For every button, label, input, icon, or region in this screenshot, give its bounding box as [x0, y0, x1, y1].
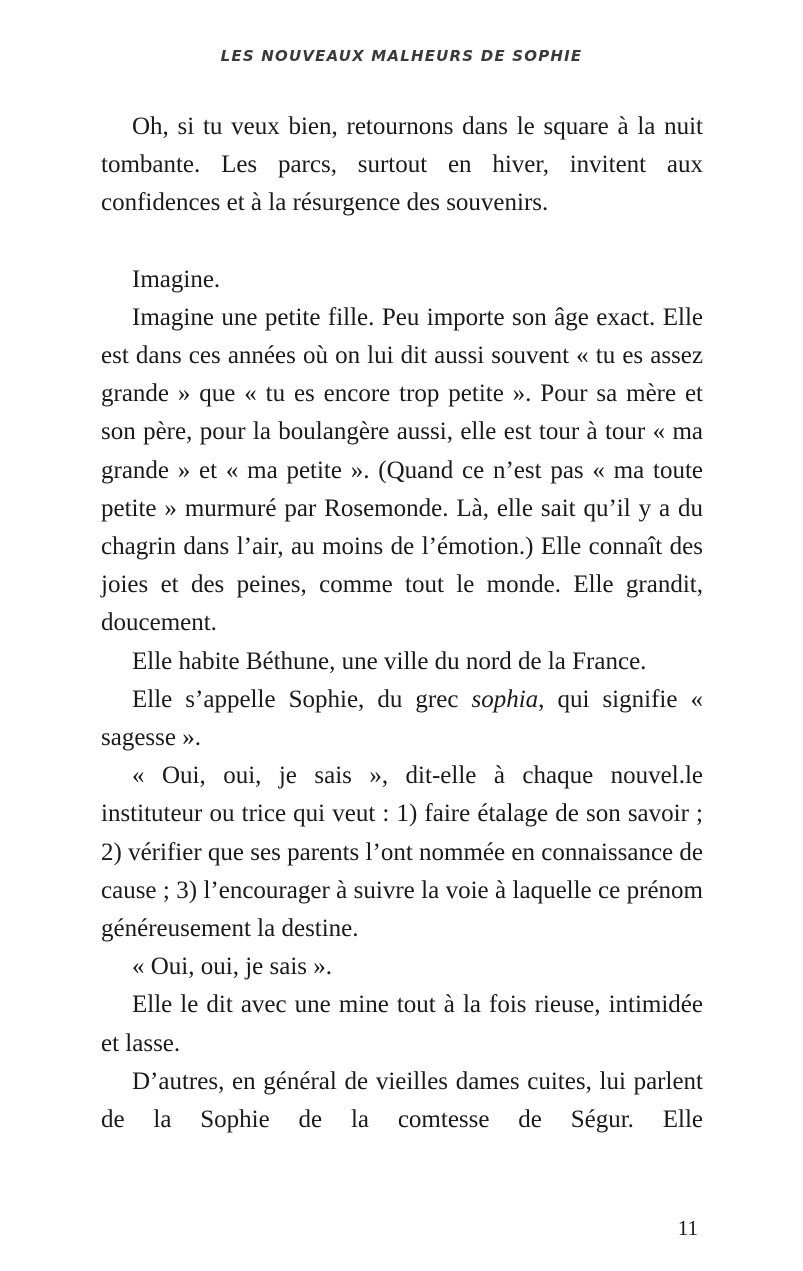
- sophia-text-after: , qui signifie « sagesse ».: [101, 685, 703, 752]
- paragraph-imagine: Imagine.: [132, 265, 221, 293]
- paragraph-square: Oh, si tu veux bien, retournons dans le square à la nuit tombante. Les parcs, surtout en hiver, invitent aux confidences et à la résurgence des souvenirs.: [101, 113, 703, 217]
- sophia-text-before: Elle s’appelle Sophie, du grec: [132, 685, 472, 713]
- running-header: LES NOUVEAUX MALHEURS DE SOPHIE: [220, 47, 583, 65]
- paragraph-comtesse: D’autres, en général de vieilles dames cuites, lui parlent de la Sophie de la comtesse de Ségur. Elle: [101, 1067, 703, 1134]
- section-break: [101, 223, 703, 261]
- paragraph-oui-je-sais: « Oui, oui, je sais », dit-elle à chaque nouvel.le instituteur ou trice qui veut : 1) faire étalage de son savoir ; 2) vérifier que ses parents l’ont nommée en connaissance de cause ; 3) l’encourager à suivre la voie à laquelle ce prénom généreusement la destine.: [101, 762, 703, 943]
- paragraph-bethune: Elle habite Béthune, une ville du nord de la France.: [132, 647, 647, 675]
- page-number: 11: [677, 1216, 698, 1240]
- page-body: [101, 108, 703, 1139]
- paragraph-mine: Elle le dit avec une mine tout à la fois rieuse, intimidée et lasse.: [101, 991, 703, 1057]
- paragraph-sophia: [101, 681, 703, 757]
- paragraph-petite-fille: Imagine une petite fille. Peu importe son âge exact. Elle est dans ces années où on lui dit aussi souvent « tu es assez grande » que « tu es encore trop petite ». Pour sa mère et son père, pour la boulangère aussi, elle est tour à tour « ma grande » et « ma petite ». (Quand ce n’est pas « ma toute petite » murmuré par Rosemonde. Là, elle sait qu’il y a du chagrin dans l’air, au moins de l’émotion.) Elle connaît des joies et des peines, comme tout le monde. Elle grandit, doucement.: [101, 303, 703, 637]
- sophia-italic-word: sophia: [471, 685, 539, 713]
- paragraph-oui-repeat: « Oui, oui, je sais ».: [132, 953, 332, 981]
